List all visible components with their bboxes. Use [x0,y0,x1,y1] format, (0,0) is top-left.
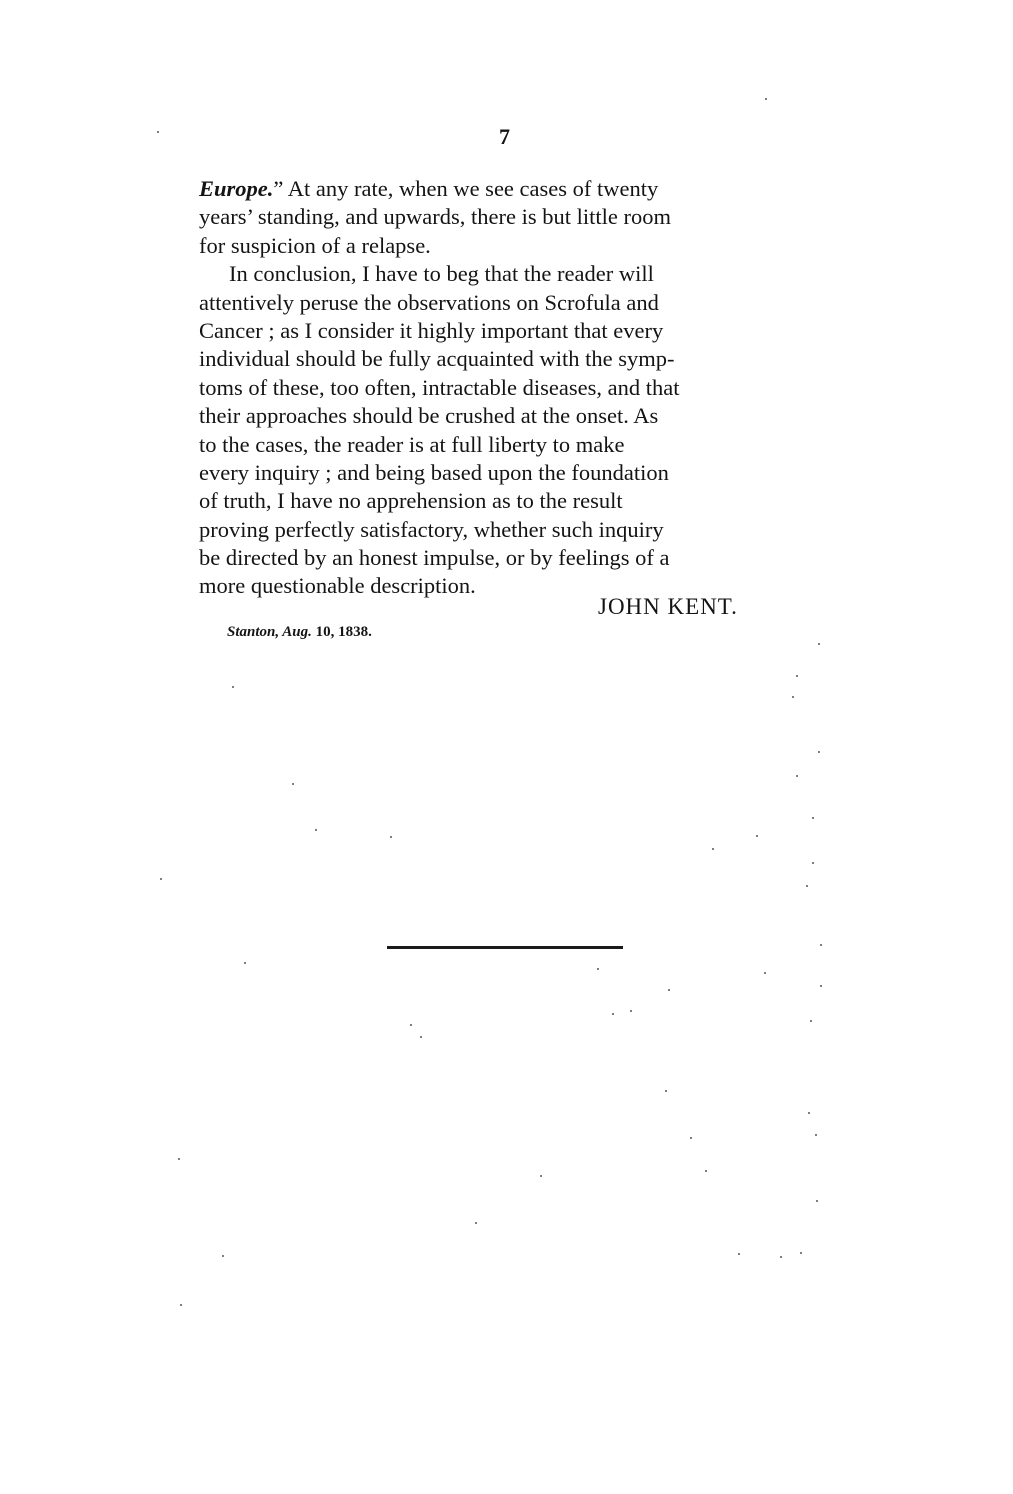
scan-speck [820,944,822,946]
scan-speck [690,1137,692,1139]
text-line: attentively peruse the observations on Scrofula and [199,289,659,315]
dateline-date: 10, 1838. [311,624,372,640]
dateline [227,624,372,641]
scan-speck [597,968,599,970]
scan-speck [818,643,820,645]
scan-speck [232,686,234,688]
scan-speck [612,1013,614,1015]
scan-speck [420,1036,422,1038]
scan-speck [244,962,246,964]
scan-speck [222,1255,224,1257]
page-number: 7 [499,124,510,149]
scan-speck [712,848,714,850]
emphasized-word: Europe. [199,176,274,201]
text-line: be directed by an honest impulse, or by feelings of a [199,545,670,571]
paragraph-2 [199,260,813,601]
scan-speck [815,1134,817,1136]
paragraph-1 [199,175,813,260]
text-line: individual should be fully acquainted with the symp- [199,346,675,372]
text-line: every inquiry ; and being based upon the foundation [199,459,669,485]
scan-speck [756,835,758,837]
scan-speck [808,1112,810,1114]
scan-speck [796,775,798,777]
scan-speck [816,1200,818,1202]
text-line: proving perfectly satisfactory, whether such inquiry [199,516,664,542]
scan-speck [780,1256,782,1258]
text-line: to the cases, the reader is at full liberty to make [199,431,625,457]
scan-speck [818,751,820,753]
scan-speck [410,1024,412,1026]
scan-speck [540,1175,542,1177]
section-divider-rule [387,946,623,949]
text-line: toms of these, too often, intractable diseases, and that [199,374,680,400]
scan-speck [800,1252,802,1254]
text-line: their approaches should be crushed at the onset. As [199,403,659,429]
scan-speck [806,885,808,887]
line-text: ” At any rate, when we see cases of twenty [273,176,659,201]
body-text [199,175,813,601]
scan-speck [665,1090,667,1092]
scan-speck [475,1222,477,1224]
scan-speck [812,862,814,864]
scan-speck [792,696,794,698]
scan-speck [812,817,814,819]
scan-speck [180,1304,182,1306]
scan-speck [160,878,162,880]
text-line [199,175,813,203]
scan-speck [796,675,798,677]
scan-speck [668,989,670,991]
scan-speck [705,1170,707,1172]
scan-speck [630,1010,632,1012]
author-signature: JOHN KENT. [598,594,738,619]
text-line: for suspicion of a relapse. [199,232,431,258]
text-line: years’ standing, and upwards, there is but little room [199,204,671,230]
scan-speck [765,98,767,100]
scan-speck [178,1158,180,1160]
text-line: In conclusion, I have to beg that the reader will [229,261,654,287]
dateline-place: Stanton, Aug. [227,624,312,640]
scan-speck [820,985,822,987]
text-line: more questionable description. [199,573,476,599]
scan-speck [390,836,392,838]
scan-speck [764,972,766,974]
text-line: Cancer ; as I consider it highly important that every [199,317,664,343]
scan-speck [292,783,294,785]
scan-speck [315,829,317,831]
scan-speck [810,1020,812,1022]
text-line: of truth, I have no apprehension as to the result [199,488,623,514]
scan-speck [738,1253,740,1255]
scan-speck [157,131,159,133]
